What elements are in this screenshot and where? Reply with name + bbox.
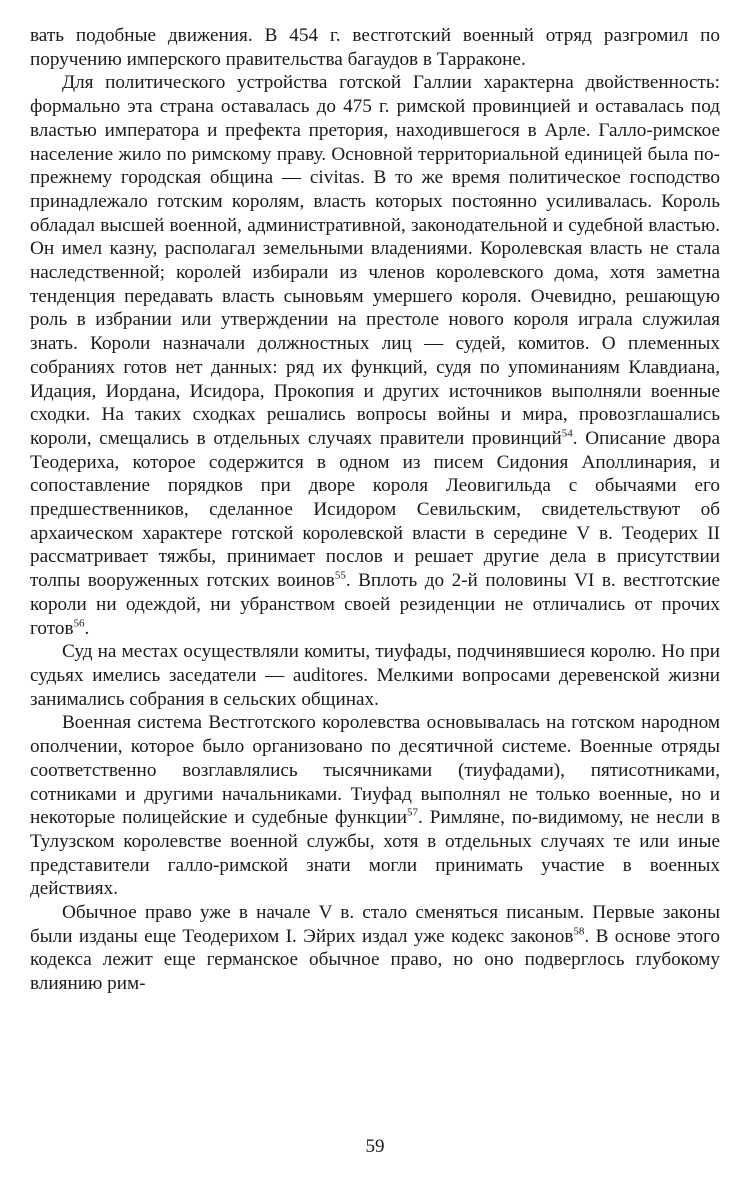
- paragraph-text: Для политического устройства готской Галлии характерна двойственность: формально эта страна оставалась до 475 г. римской провинцией и оставалась под властью императора и префекта претория, находившегося в Арле. Галло-римское население жило по римскому праву. Основной территориальной единицей была по-прежнему городская община — civitas. В то же время политическое господство принадлежало готским королям, власть которых постоянно усиливалась. Король обладал высшей военной, административной, законодательной и судебной властью. Он имел казну, располагал земельными владениями. Королевская власть не стала наследственной; королей избирали из членов королевского дома, хотя заметна тенденция передавать власть сыновьям умершего короля. Очевидно, решающую роль в избрании или утверждении на престоле нового короля играла служилая знать. Короли назначали должностных лиц — судей, комитов. О племенных собраниях готов нет данных: ряд их функций, судя по упоминаниям Клавдиана, Идация, Иордана, Исидора, Прокопия и других источников выполняли военные сходки. На таких сходках решались вопросы войны и мира, провозглашались короли, смещались в отдельных случаях правители провинций: [30, 72, 720, 449]
- paragraph-text: . Вплоть до 2-й половины VI в. вестготские короли ни одеждой, ни убранством своей резиденции не отличались от прочих готов: [30, 570, 720, 639]
- paragraph: [30, 71, 720, 640]
- footnote-ref: 57: [406, 806, 418, 819]
- paragraph-text: . Римляне, по-видимому, не несли в Тулузском королевстве военной службы, хотя в отдельных случаях те или иные представители галло-римской знати могли принимать участие в военных действиях.: [30, 807, 720, 900]
- footnote-ref: 54: [561, 427, 573, 440]
- paragraph-text: . Описание двора Теодериха, которое содержится в одном из писем Сидония Аполлинария, и сопоставление порядков при дворе короля Леовигильда с обычаями его предшественников, сделанное Исидором Севильским, свидетельствуют об архаическом характере готской королевской власти в середине V в. Теодерих II рассматривает тяжбы, принимает послов и решает другие дела в присутствии толпы вооруженных готских воинов: [30, 427, 720, 592]
- paragraph: [30, 24, 720, 71]
- paragraph: [30, 901, 720, 996]
- paragraph-text: .: [84, 617, 90, 639]
- paragraph-text: вать подобные движения. В 454 г. вестготский военный отряд разгромил по поручению имперского правительства багаудов в Тарраконе.: [30, 25, 720, 70]
- paragraph: [30, 640, 720, 711]
- paragraph: [30, 711, 720, 901]
- paragraph-text: . В основе этого кодекса лежит еще германское обычное право, но оно подверглось глубокому влиянию рим-: [30, 925, 720, 995]
- footnote-ref: 58: [573, 925, 585, 938]
- paragraph-text: Суд на местах осуществляли комиты, тиуфады, подчинявшиеся королю. Но при судьях имелись заседатели — auditores. Мелкими вопросами деревенской жизни занимались собрания в сельских общинах.: [30, 641, 720, 710]
- page-number: 59: [365, 1136, 385, 1157]
- footnote-ref: 55: [334, 569, 346, 582]
- footnote-ref: 56: [73, 617, 85, 630]
- page-body: [30, 24, 720, 996]
- paragraph-text: Обычное право уже в начале V в. стало сменяться писаным. Первые законы были изданы еще Теодерихом I. Эйрих издал уже кодекс законов: [30, 902, 720, 947]
- paragraph-text: Военная система Вестготского королевства основывалась на готском народном ополчении, которое было организовано по десятичной системе. Военные отряды соответственно возглавлялись тысячниками (тиуфадами), пятисотниками, сотниками и другими начальниками. Тиуфад выполнял не только военные, но и некоторые полицейские и судебные функции: [30, 712, 720, 829]
